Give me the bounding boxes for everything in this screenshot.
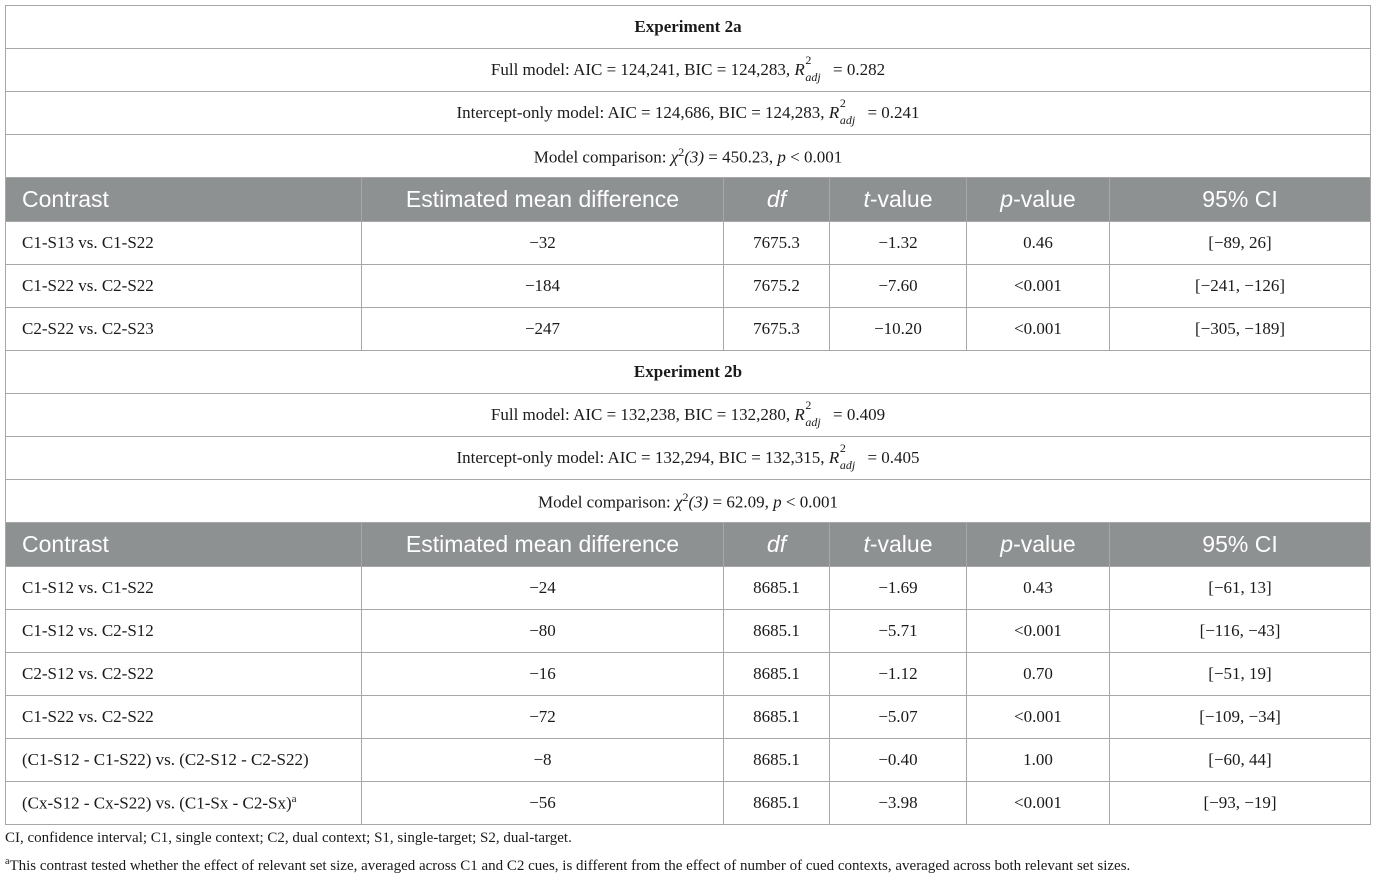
cell-contrast: (Cx-S12 - Cx-S22) vs. (C1-Sx - C2-Sx)$^a$ [6,782,362,825]
cell-p-value: <0.001 [967,308,1110,351]
table-row [6,782,1371,825]
cell-df: 7675.3 [724,222,830,265]
cell-p-value: <0.001 [967,782,1110,825]
chi-symbol: χ [674,492,683,512]
table-row [6,265,1371,308]
full-model-row [6,49,1371,92]
cell-contrast: C1-S12 vs. C1-S22 [6,567,362,610]
cell-ci: [−93, −19] [1110,782,1371,825]
cell-mean-difference: −56 [362,782,724,825]
full-model-text: Full model: AIC = 124,241, BIC = 124,283, [490,60,795,79]
experiment-2b-intercept-model [6,437,1371,480]
section-title-row [6,6,1371,49]
cell-df: 8685.1 [724,696,830,739]
header-ci: 95% CI [1110,523,1371,567]
table-row [6,653,1371,696]
cell-p-value: <0.001 [967,265,1110,308]
experiment-2a-title: Experiment 2a [6,6,1371,49]
r2-value: = 0.241 [863,103,920,122]
intercept-model-text: Intercept-only model: AIC = 132,294, BIC = 132,315, [456,448,829,467]
cell-ci: [−241, −126] [1110,265,1371,308]
header-contrast: Contrast [6,178,362,222]
chi-symbol: χ [670,147,679,167]
header-mean-difference: Estimated mean difference [362,178,724,222]
cell-mean-difference: −184 [362,265,724,308]
intercept-model-row [6,437,1371,480]
results-table [5,5,1371,825]
cell-df: 8685.1 [724,653,830,696]
header-df: df [724,523,830,567]
cell-t-value: −0.40 [830,739,967,782]
cell-contrast: C1-S22 vs. C2-S22 [6,696,362,739]
intercept-model-row [6,92,1371,135]
cell-p-value: <0.001 [967,696,1110,739]
cell-contrast: C1-S12 vs. C2-S12 [6,610,362,653]
abbreviations-note: CI, confidence interval; C1, single context; C2, dual context; S1, single-target; S2, dual-target. [5,830,572,846]
cell-ci: [−116, −43] [1110,610,1371,653]
cell-t-value: −1.12 [830,653,967,696]
cell-df: 7675.2 [724,265,830,308]
intercept-model-text: Intercept-only model: AIC = 124,686, BIC = 124,283, [456,103,829,122]
cell-p-value: 0.43 [967,567,1110,610]
cell-t-value: −10.20 [830,308,967,351]
model-comparison-row [6,480,1371,523]
header-p-value: p-value [967,178,1110,222]
header-t-value: t-value [830,523,967,567]
table-row [6,610,1371,653]
header-contrast: Contrast [6,523,362,567]
cell-contrast: C2-S22 vs. C2-S23 [6,308,362,351]
experiment-2b-title: Experiment 2b [6,351,1371,394]
cell-mean-difference: −24 [362,567,724,610]
cell-ci: [−51, 19] [1110,653,1371,696]
cell-mean-difference: −247 [362,308,724,351]
cell-t-value: −7.60 [830,265,967,308]
cell-mean-difference: −8 [362,739,724,782]
cell-ci: [−60, 44] [1110,739,1371,782]
table-row [6,739,1371,782]
experiment-2a-model-comparison: Model comparison: $\chi^2(3) = 450.23$, p < 0.001 [6,135,1371,178]
cell-t-value: −1.69 [830,567,967,610]
cell-t-value: −5.07 [830,696,967,739]
r2-value: = 0.282 [828,60,886,79]
cell-t-value: −3.98 [830,782,967,825]
table-row [6,308,1371,351]
table-row [6,696,1371,739]
header-t-value: t-value [830,178,967,222]
cell-df: 8685.1 [724,610,830,653]
section-title-row [6,351,1371,394]
cell-mean-difference: −72 [362,696,724,739]
experiment-2a-intercept-model [6,92,1371,135]
header-df: df [724,178,830,222]
header-p-value: p-value [967,523,1110,567]
results-table-wrapper [5,5,1370,825]
cell-df: 8685.1 [724,782,830,825]
cell-contrast: (C1-S12 - C1-S22) vs. (C2-S12 - C2-S22) [6,739,362,782]
r2-value: = 0.409 [828,405,886,424]
cell-contrast: C2-S12 vs. C2-S22 [6,653,362,696]
cell-ci: [−89, 26] [1110,222,1371,265]
cell-p-value: 0.70 [967,653,1110,696]
cell-t-value: −1.32 [830,222,967,265]
cell-p-value: <0.001 [967,610,1110,653]
cell-ci: [−305, −189] [1110,308,1371,351]
cell-contrast: C1-S13 vs. C1-S22 [6,222,362,265]
r2-value: = 0.405 [863,448,920,467]
cell-p-value: 1.00 [967,739,1110,782]
table-notes [5,827,1370,878]
footnote-marker: a [291,792,297,805]
cell-mean-difference: −16 [362,653,724,696]
r2-adj-symbol: R 2 adj [794,398,821,429]
header-ci: 95% CI [1110,178,1371,222]
r2-adj-symbol: R 2 adj [794,53,821,84]
experiment-2a-full-model [6,49,1371,92]
cell-p-value: 0.46 [967,222,1110,265]
table-row [6,567,1371,610]
cell-df: 8685.1 [724,567,830,610]
model-comparison-row [6,135,1371,178]
full-model-text: Full model: AIC = 132,238, BIC = 132,280, [490,405,795,424]
r2-adj-symbol: R 2 adj [828,96,856,127]
table-row [6,222,1371,265]
cell-t-value: −5.71 [830,610,967,653]
r2-adj-symbol: R 2 adj [828,441,856,472]
column-header-row [6,178,1371,222]
cell-df: 7675.3 [724,308,830,351]
footnote-a: $^a$This contrast tested whether the effect of relevant set size, averaged across C1 and C2 cues, is different from the effect of number of cued contexts, averaged across both relevant set sizes. [5,856,1131,874]
header-mean-difference: Estimated mean difference [362,523,724,567]
experiment-2b-full-model [6,394,1371,437]
cell-mean-difference: −32 [362,222,724,265]
cell-ci: [−109, −34] [1110,696,1371,739]
column-header-row [6,523,1371,567]
cell-contrast: C1-S22 vs. C2-S22 [6,265,362,308]
experiment-2b-model-comparison: Model comparison: $\chi^2(3) = 62.09$, p < 0.001 [6,480,1371,523]
full-model-row [6,394,1371,437]
cell-df: 8685.1 [724,739,830,782]
cell-mean-difference: −80 [362,610,724,653]
cell-ci: [−61, 13] [1110,567,1371,610]
